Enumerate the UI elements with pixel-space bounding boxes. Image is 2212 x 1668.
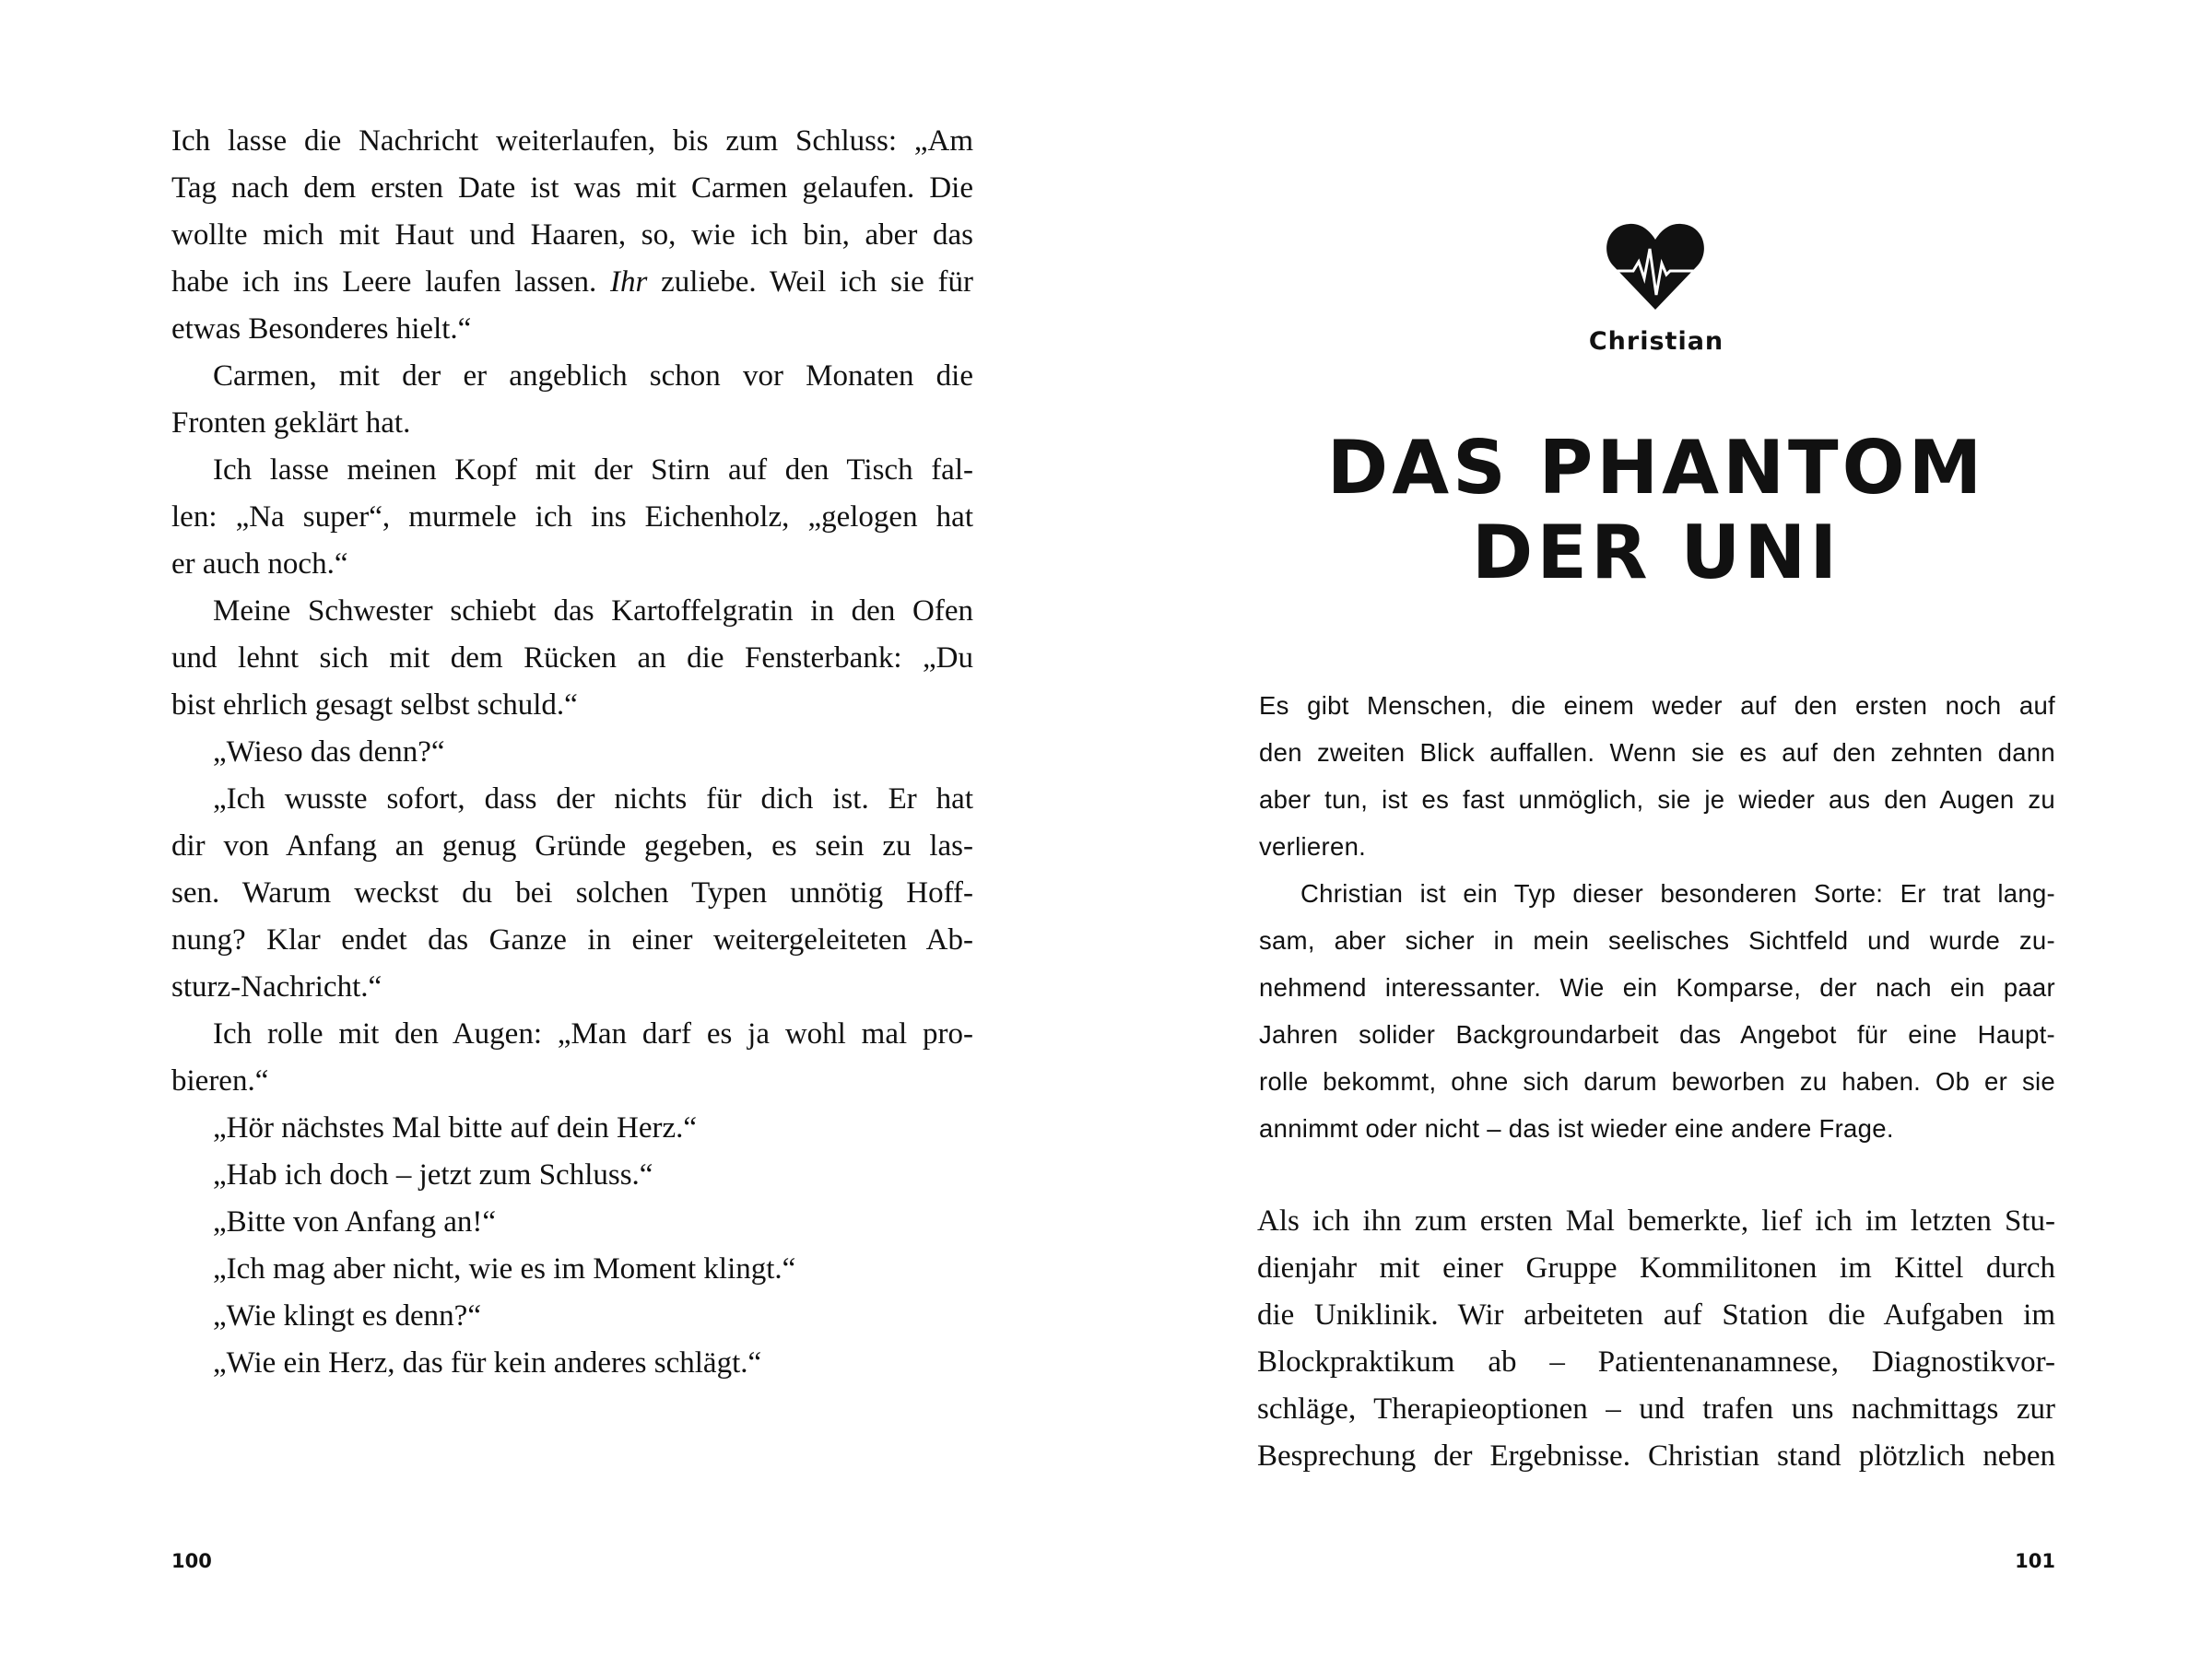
chapter-body-text [1257,1198,2055,1480]
text-line: Jahren solider Backgroundarbeit das Angebot für eine Haupt- [1259,1020,2055,1049]
text-line: „Bitte von Anfang an!“ [213,1205,496,1239]
text-line: Carmen, mit der er angeblich schon vor Monaten die [213,359,973,393]
text-line: „Wie ein Herz, das für kein anderes schlägt.“ [213,1346,762,1380]
text-line: und lehnt sich mit dem Rücken an die Fensterbank: „Du [171,641,973,675]
text-line: „Ich wusste sofort, dass der nichts für dich ist. Er hat [213,782,973,816]
page-number-right: 101 [2015,1550,2055,1572]
text-line: Meine Schwester schiebt das Kartoffelgratin in den Ofen [213,594,973,628]
text-line: len: „Na super“, murmele ich ins Eichenholz, „gelogen hat [171,500,973,534]
page-number-left: 100 [171,1550,212,1572]
chapter-title-line-2: DER UNI [1471,510,1841,595]
heartbeat-heart-icon [1606,221,1705,311]
text-line: Ich rolle mit den Augen: „Man darf es ja wohl mal pro- [213,1017,973,1051]
text-line: dir von Anfang an genug Gründe gegeben, es sein zu las- [171,829,973,863]
text-line: annimmt oder nicht – das ist wieder eine andere Frage. [1259,1114,1894,1143]
text-line: „Hab ich doch – jetzt zum Schluss.“ [213,1158,653,1192]
emphasis: Ihr [610,265,648,299]
text-line: bist ehrlich gesagt selbst schuld.“ [171,688,578,722]
text-line: Es gibt Menschen, die einem weder auf den ersten noch auf [1259,691,2055,720]
chapter-title [1198,426,2114,595]
text-line: Besprechung der Ergebnisse. Christian stand plötzlich neben [1257,1439,2055,1473]
text-line: nehmend interessanter. Wie ein Komparse, der nach ein paar [1259,973,2055,1002]
text-line: die Uniklinik. Wir arbeiteten auf Station die Aufgaben im [1257,1298,2055,1332]
text-line: nung? Klar endet das Ganze in einer weitergeleiteten Ab- [171,923,973,957]
text-line: Christian ist ein Typ dieser besonderen Sorte: Er trat lang- [1300,879,2055,908]
text-line: den zweiten Blick auffallen. Wenn sie es auf den zehnten dann [1259,738,2055,767]
text-line: habe ich ins Leere laufen lassen. Ihr zuliebe. Weil ich sie für [171,265,973,299]
text-line: bieren.“ [171,1064,269,1098]
text-line: rolle bekommt, ohne sich darum beworben zu haben. Ob er sie [1259,1067,2055,1096]
text-line: sturz-Nachricht.“ [171,970,382,1004]
text-line: Als ich ihn zum ersten Mal bemerkte, lief ich im letzten Stu- [1257,1204,2055,1238]
text-line: „Wieso das denn?“ [213,735,445,769]
text-line: „Ich mag aber nicht, wie es im Moment klingt.“ [213,1252,796,1286]
text-line: schläge, Therapieoptionen – und trafen uns nachmittags zur [1257,1392,2055,1426]
text-line: Blockpraktikum ab – Patientenanamnese, Diagnostikvor- [1257,1345,2055,1379]
chapter-character-name: Christian [1588,327,1724,356]
text-line: „Hör nächstes Mal bitte auf dein Herz.“ [213,1111,698,1145]
text-line: wollte mich mit Haut und Haaren, so, wie ich bin, aber das [171,218,973,252]
text-line: Ich lasse die Nachricht weiterlaufen, bis zum Schluss: „Am [171,124,973,158]
chapter-intro-text [1259,682,2055,1152]
text-line: Ich lasse meinen Kopf mit der Stirn auf den Tisch fal- [213,453,973,487]
text-line: aber tun, ist es fast unmöglich, sie je wieder aus den Augen zu [1259,785,2055,814]
chapter-title-line-1: DAS PHANTOM [1326,425,1986,511]
text-line: verlieren. [1259,832,1367,861]
text-line: dienjahr mit einer Gruppe Kommilitonen im Kittel durch [1257,1251,2055,1285]
left-page-text [171,118,973,1387]
text-line: sen. Warum weckst du bei solchen Typen unnötig Hoff- [171,876,973,910]
text-line: Fronten geklärt hat. [171,406,411,440]
text-line: etwas Besonderes hielt.“ [171,312,472,346]
text-line: sam, aber sicher in mein seelisches Sichtfeld und wurde zu- [1259,926,2055,955]
text-line: „Wie klingt es denn?“ [213,1299,481,1333]
text-line: Tag nach dem ersten Date ist was mit Carmen gelaufen. Die [171,171,973,205]
text-line: er auch noch.“ [171,547,348,581]
